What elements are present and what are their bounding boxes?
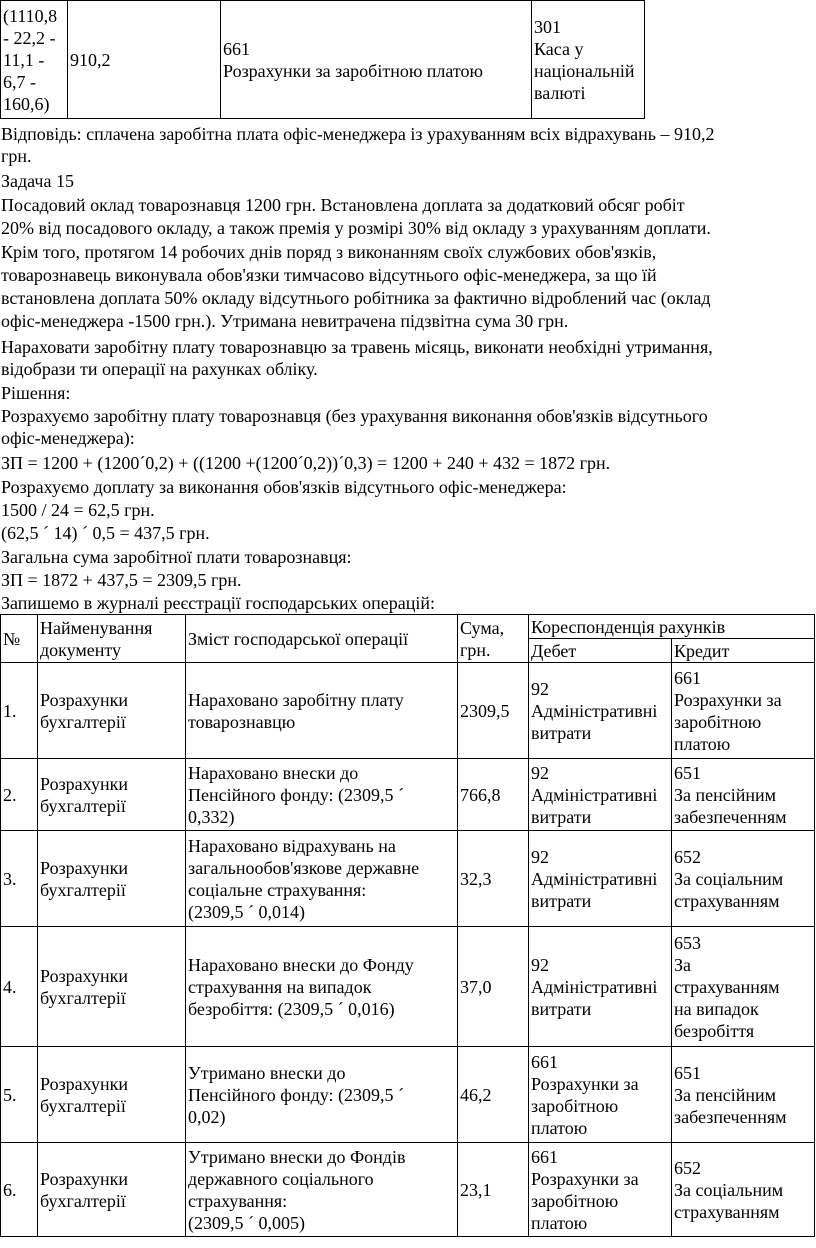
formula-4: ЗП = 1872 + 437,5 = 2309,5 грн. bbox=[1, 570, 242, 590]
header-credit: Кредит bbox=[672, 639, 815, 663]
cell-credit: 651 За пенсійним забезпеченням bbox=[672, 759, 815, 831]
cell-debit: 92 Адміністративні витрати bbox=[529, 927, 672, 1047]
cell-sum: 46,2 bbox=[458, 1047, 529, 1143]
cell-num: 2. bbox=[1, 759, 38, 831]
task-text: Посадовий оклад товарознавця 1200 грн. Встановлена доплата за додатковий обсяг робіт 20% від посадового окладу, а також премія у розмірі 30% від окладу з урахуванням доплати. Крім того, протягом 14 робочих днів поряд з виконанням своїх службових обов'язків, товарознавець виконувала обов'язки тимчасово відсутнього офіс-менеджера, за що їй встановлена доплата 50% окладу відсутнього робітника за фактично відроблений час (оклад офіс-менеджера -1500 грн.). Утримана невитрачена підзвітна сума 30 грн. bbox=[1, 195, 711, 332]
step-1-text: Розрахуємо заробітну плату товарознавця (без урахування виконання обов'язків відсутнього офіс-менеджера): bbox=[1, 406, 708, 448]
cell-sum: 37,0 bbox=[458, 927, 529, 1047]
cell-content: Нараховано заробітну плату товарознавцю bbox=[186, 663, 458, 759]
cell-debit: 661 Розрахунки за заробітною платою bbox=[529, 1143, 672, 1237]
cell-num: 5. bbox=[1, 1047, 38, 1143]
cell-credit: 651 За пенсійним забезпеченням bbox=[672, 1047, 815, 1143]
cell-doc: Розрахунки бухгалтерії bbox=[38, 663, 186, 759]
cell-content: Утримано внески до Фондів державного соціального страхування: (2309,5 ´ 0,005) bbox=[186, 1143, 458, 1237]
cell-sum: 2309,5 bbox=[458, 663, 529, 759]
cell-content: Нараховано відрахувань на загальнообов'язкове державне соціальне страхування: (2309,5 ´ 0,014) bbox=[186, 831, 458, 927]
table-row bbox=[1, 663, 815, 759]
table-row bbox=[1, 831, 815, 927]
cell-content: Утримано внески до Пенсійного фонду: (2309,5 ´ 0,02) bbox=[186, 1047, 458, 1143]
calc-cell: (1110,8 - 22,2 - 11,1 - 6,7 - 160,6) bbox=[1, 1, 68, 119]
cell-credit: 653 За страхуванням на випадок безробіття bbox=[672, 927, 815, 1047]
formula-2: 1500 / 24 = 62,5 грн. bbox=[1, 500, 155, 520]
cell-doc: Розрахунки бухгалтерії bbox=[38, 927, 186, 1047]
cell-doc: Розрахунки бухгалтерії bbox=[38, 759, 186, 831]
cell-debit: 661 Розрахунки за заробітною платою bbox=[529, 1047, 672, 1143]
step-2-text: Розрахуємо доплату за виконання обов'язків відсутнього офіс-менеджера: bbox=[1, 477, 567, 497]
cell-sum: 32,3 bbox=[458, 831, 529, 927]
cell-num: 3. bbox=[1, 831, 38, 927]
cell-num: 4. bbox=[1, 927, 38, 1047]
cell-debit: 92 Адміністративні витрати bbox=[529, 831, 672, 927]
cell-debit: 92 Адміністративні витрати bbox=[529, 759, 672, 831]
step-4-text: Запишемо в журналі реєстрації господарських операцій: bbox=[1, 593, 435, 613]
debit-cell: 661 Розрахунки за заробітною платою bbox=[221, 1, 532, 119]
cell-content: Нараховано внески до Пенсійного фонду: (2309,5 ´ 0,332) bbox=[186, 759, 458, 831]
cell-sum: 23,1 bbox=[458, 1143, 529, 1237]
cell-doc: Розрахунки бухгалтерії bbox=[38, 831, 186, 927]
task-request: Нараховати заробітну плату товарознавцю за травень місяць, виконати необхідні утримання, відобрази ти операції на рахунках обліку. bbox=[1, 337, 713, 379]
credit-cell: 301 Каса у національній валюті bbox=[532, 1, 645, 119]
answer-text: Відповідь: сплачена заробітна плата офіс-менеджера із урахуванням всіх відрахувань – 910,2 грн. bbox=[1, 124, 715, 166]
cell-credit: 652 За соціальним страхуванням bbox=[672, 1143, 815, 1237]
table-row bbox=[1, 1143, 815, 1237]
step-3-text: Загальна сума заробітної плати товарознавця: bbox=[1, 547, 352, 567]
cell-doc: Розрахунки бухгалтерії bbox=[38, 1047, 186, 1143]
table-row bbox=[1, 1, 645, 119]
formula-3: (62,5 ´ 14) ´ 0,5 = 437,5 грн. bbox=[1, 523, 210, 543]
previous-operation-table bbox=[0, 0, 645, 119]
task-title: Задача 15 bbox=[1, 171, 74, 191]
amount-cell: 910,2 bbox=[68, 1, 221, 119]
header-content: Зміст господарської операції bbox=[186, 615, 458, 663]
cell-debit: 92 Адміністративні витрати bbox=[529, 663, 672, 759]
cell-content: Нараховано внески до Фонду страхування на випадок безробіття: (2309,5 ´ 0,016) bbox=[186, 927, 458, 1047]
cell-num: 1. bbox=[1, 663, 38, 759]
header-correspondence: Кореспонденція рахунків bbox=[529, 615, 815, 639]
journal-body bbox=[1, 663, 815, 1237]
cell-sum: 766,8 bbox=[458, 759, 529, 831]
cell-doc: Розрахунки бухгалтерії bbox=[38, 1143, 186, 1237]
table-row bbox=[1, 927, 815, 1047]
table-header-row bbox=[1, 615, 815, 639]
table-row bbox=[1, 759, 815, 831]
table-row bbox=[1, 1047, 815, 1143]
cell-credit: 661 Розрахунки за заробітною платою bbox=[672, 663, 815, 759]
journal-table bbox=[0, 614, 815, 1237]
header-doc: Найменування документу bbox=[38, 615, 186, 663]
header-debit: Дебет bbox=[529, 639, 672, 663]
formula-1: ЗП = 1200 + (1200´0,2) + ((1200 +(1200´0,2))´0,3) = 1200 + 240 + 432 = 1872 грн. bbox=[1, 453, 611, 473]
header-sum: Сума, грн. bbox=[458, 615, 529, 663]
header-num: № bbox=[1, 615, 38, 663]
cell-credit: 652 За соціальним страхуванням bbox=[672, 831, 815, 927]
cell-num: 6. bbox=[1, 1143, 38, 1237]
solution-title: Рішення: bbox=[1, 383, 71, 403]
